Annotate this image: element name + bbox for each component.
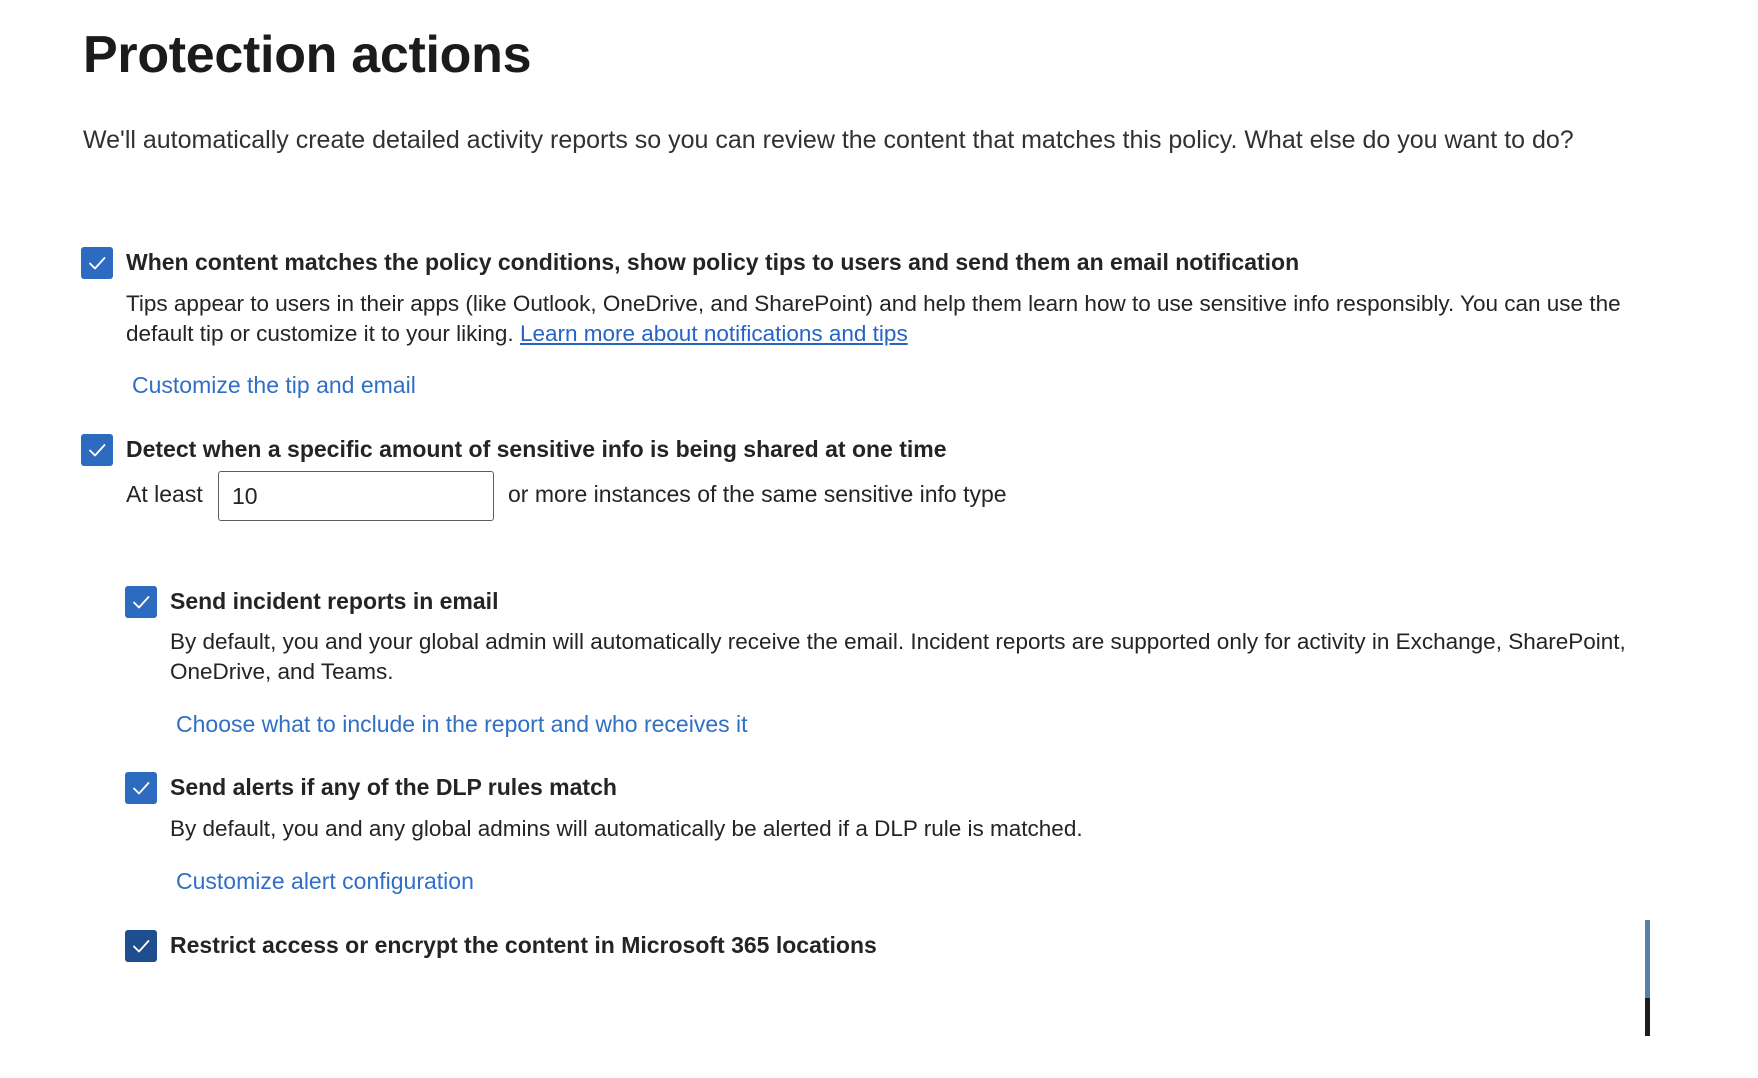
page-title: Protection actions (83, 26, 532, 84)
at-least-label: At least (126, 481, 203, 507)
policy-tips-description-text: Tips appear to users in their apps (like Outlook, OneDrive, and SharePoint) and help them learn how to use sensitive info responsibly. You can use the default tip or customize it to your liking. (126, 291, 1621, 346)
policy-tips-description (126, 289, 1626, 349)
checkmark-icon (130, 777, 152, 799)
customize-tip-email-link[interactable]: Customize the tip and email (132, 372, 416, 398)
instances-suffix-label: or more instances of the same sensitive info type (508, 481, 1007, 507)
checkmark-icon (130, 935, 152, 957)
restrict-access-checkbox[interactable] (125, 930, 157, 962)
alerts-checkbox[interactable] (125, 772, 157, 804)
incident-reports-label[interactable]: Send incident reports in email (170, 588, 499, 614)
choose-report-content-link[interactable]: Choose what to include in the report and who receives it (176, 711, 748, 737)
checkmark-icon (130, 591, 152, 613)
alerts-label[interactable]: Send alerts if any of the DLP rules match (170, 774, 617, 800)
intro-text: We'll automatically create detailed activity reports so you can review the content that matches this policy. What else do you want to do? (83, 126, 1574, 154)
checkmark-icon (86, 439, 108, 461)
customize-alert-configuration-link[interactable]: Customize alert configuration (176, 868, 474, 894)
incident-reports-checkbox[interactable] (125, 586, 157, 618)
detect-amount-label[interactable]: Detect when a specific amount of sensitive info is being shared at one time (126, 436, 947, 462)
restrict-access-label[interactable]: Restrict access or encrypt the content in Microsoft 365 locations (170, 932, 877, 958)
alerts-description: By default, you and any global admins will automatically be alerted if a DLP rule is matched. (170, 816, 1083, 841)
instances-count-input[interactable] (218, 471, 494, 521)
detect-amount-checkbox[interactable] (81, 434, 113, 466)
learn-more-notifications-link[interactable]: Learn more about notifications and tips (519, 321, 908, 346)
policy-tips-checkbox[interactable] (81, 247, 113, 279)
incident-reports-description: By default, you and your global admin will automatically receive the email. Incident reports are supported only for activity in Exchange, SharePoint, OneDrive, and Teams. (170, 629, 1626, 684)
scrollbar-thumb[interactable] (1645, 998, 1650, 1036)
checkmark-icon (86, 252, 108, 274)
policy-tips-label[interactable]: When content matches the policy conditions, show policy tips to users and send them an email notification (126, 249, 1300, 275)
